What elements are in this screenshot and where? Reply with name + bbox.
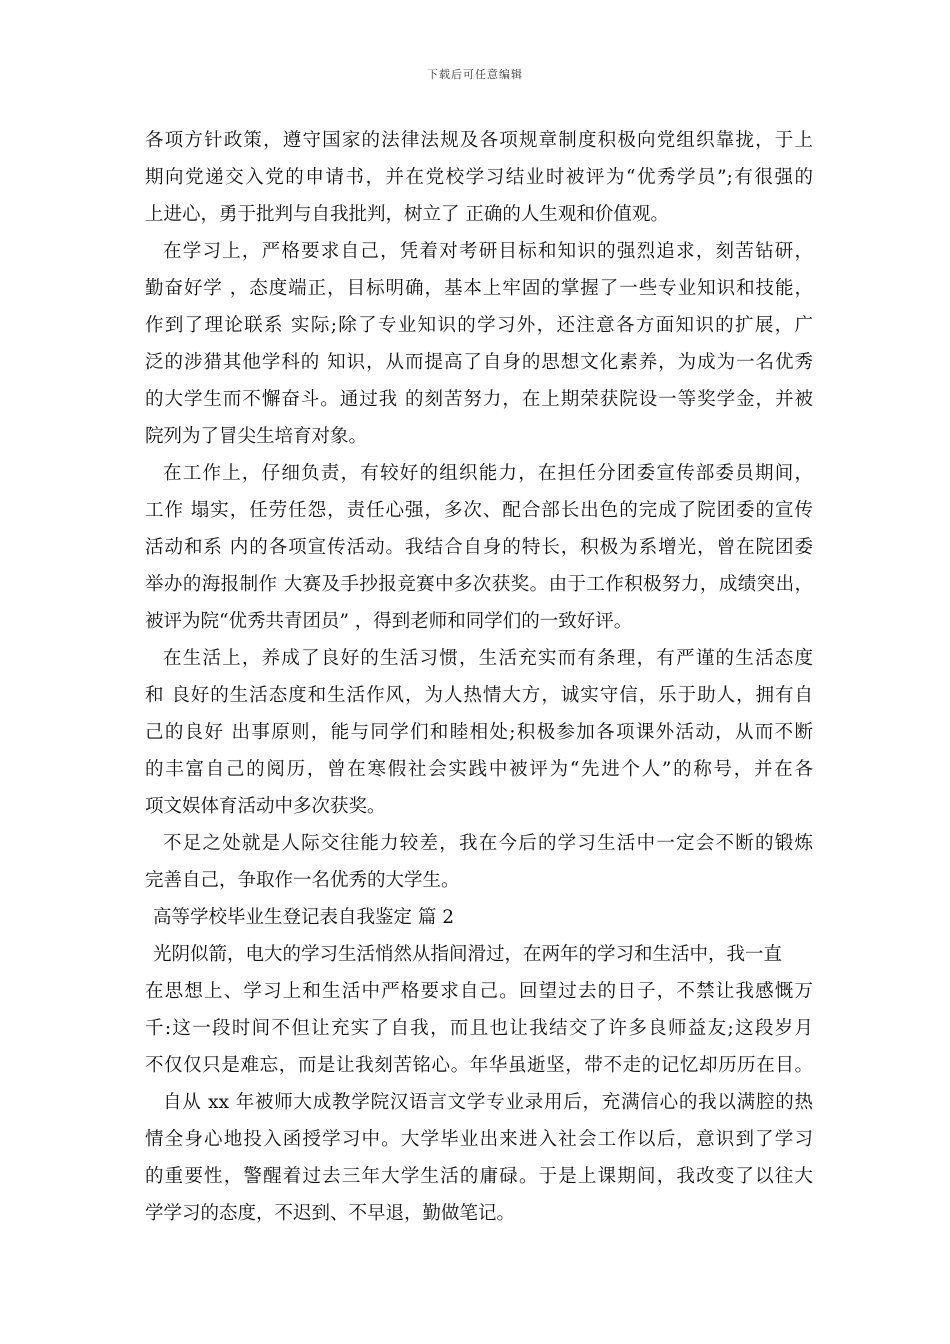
text-line: 光阴似箭，电大的学习生活悄然从指间滑过，在两年的学习和生活中，我一直 [153, 944, 783, 965]
text-line: 作到了理论联系 实际;除了专业知识的学习外，还注意各方面知识的扩展，广 [145, 315, 813, 336]
text-line: 工作 塌实，任劳任怨，责任心强，多次、配合部长出色的完成了院团委的宣传 [145, 500, 813, 521]
text-line: 情全身心地投入函授学习中。大学毕业出来进入社会工作以后，意识到了学习 [145, 1129, 813, 1150]
text-line: 不足之处就是人际交往能力较差，我在今后的学习生活中一定会不断的锻炼 [163, 833, 813, 854]
text-line: 自从 xx 年被师大成教学院汉语言文学专业录用后，充满信心的我以满腔的热 [163, 1092, 813, 1113]
text-line: 不仅仅只是难忘，而是让我刻苦铭心。年华虽逝坚，带不走的记忆却历历在目。 [145, 1055, 813, 1076]
text-line: 在学习上，严格要求自己，凭着对考研目标和知识的强烈追求，刻苦钻研， [163, 241, 813, 262]
text-line: 千:这一段时间不但让充实了自我，而且也让我结交了许多良师益友;这段岁月 [145, 1018, 813, 1039]
header-note: 下载后可任意编辑 [427, 68, 523, 81]
text-line: 被评为院“优秀共青团员” ，得到老师和同学们的一致好评。 [145, 611, 633, 632]
text-line: 院列为了冒尖生培育对象。 [145, 426, 368, 447]
text-line: 在思想上、学习上和生活中严格要求自己。回望过去的日子，不禁让我感慨万 [145, 981, 813, 1002]
section-heading: 高等学校毕业生登记表自我鉴定 篇 2 [153, 907, 455, 928]
text-line: 学学习的态度，不迟到、不早退，勤做笔记。 [145, 1203, 516, 1224]
text-line: 在生活上，养成了良好的生活习惯，生活充实而有条理，有严谨的生活态度 [163, 648, 813, 669]
text-line: 活动和系 内的各项宣传活动。我结合自身的特长，积极为系增光，曾在院团委 [145, 537, 813, 558]
text-line: 的丰富自己的阅历，曾在寒假社会实践中被评为“先进个人”的称号，并在各 [145, 759, 813, 780]
text-line: 上进心，勇于批判与自我批判，树立了 正确的人生观和价值观。 [145, 204, 669, 225]
text-line: 完善自己，争取作一名优秀的大学生。 [145, 870, 460, 891]
text-line: 各项方针政策，遵守国家的法律法规及各项规章制度积极向党组织靠拢，于上 [145, 130, 813, 151]
document-body [145, 122, 813, 1232]
text-line: 的大学生而不懈奋斗。通过我 的刻苦努力，在上期荣获院设一等奖学金，并被 [145, 389, 813, 410]
text-line: 泛的涉猎其他学科的 知识，从而提高了自身的思想文化素养，为成为一名优秀 [145, 352, 813, 373]
text-line: 勤奋好学 ，态度端正，目标明确，基本上牢固的掌握了一些专业知识和技能， [145, 278, 813, 299]
text-line: 项文娱体育活动中多次获奖。 [145, 796, 386, 817]
text-line: 和 良好的生活态度和生活作风，为人热情大方，诚实守信，乐于助人，拥有自 [145, 685, 813, 706]
text-line: 期向党递交入党的申请书，并在党校学习结业时被评为“优秀学员”;有很强的 [145, 167, 813, 188]
text-line: 己的良好 出事原则，能与同学们和睦相处;积极参加各项课外活动，从而不断 [145, 722, 813, 743]
text-line: 在工作上，仔细负责，有较好的组织能力，在担任分团委宣传部委员期间， [163, 463, 813, 484]
text-line: 举办的海报制作 大赛及手抄报竞赛中多次获奖。由于工作积极努力，成绩突出， [145, 574, 813, 595]
text-line: 的重要性，警醒着过去三年大学生活的庸碌。于是上课期间，我改变了以往大 [145, 1166, 813, 1187]
